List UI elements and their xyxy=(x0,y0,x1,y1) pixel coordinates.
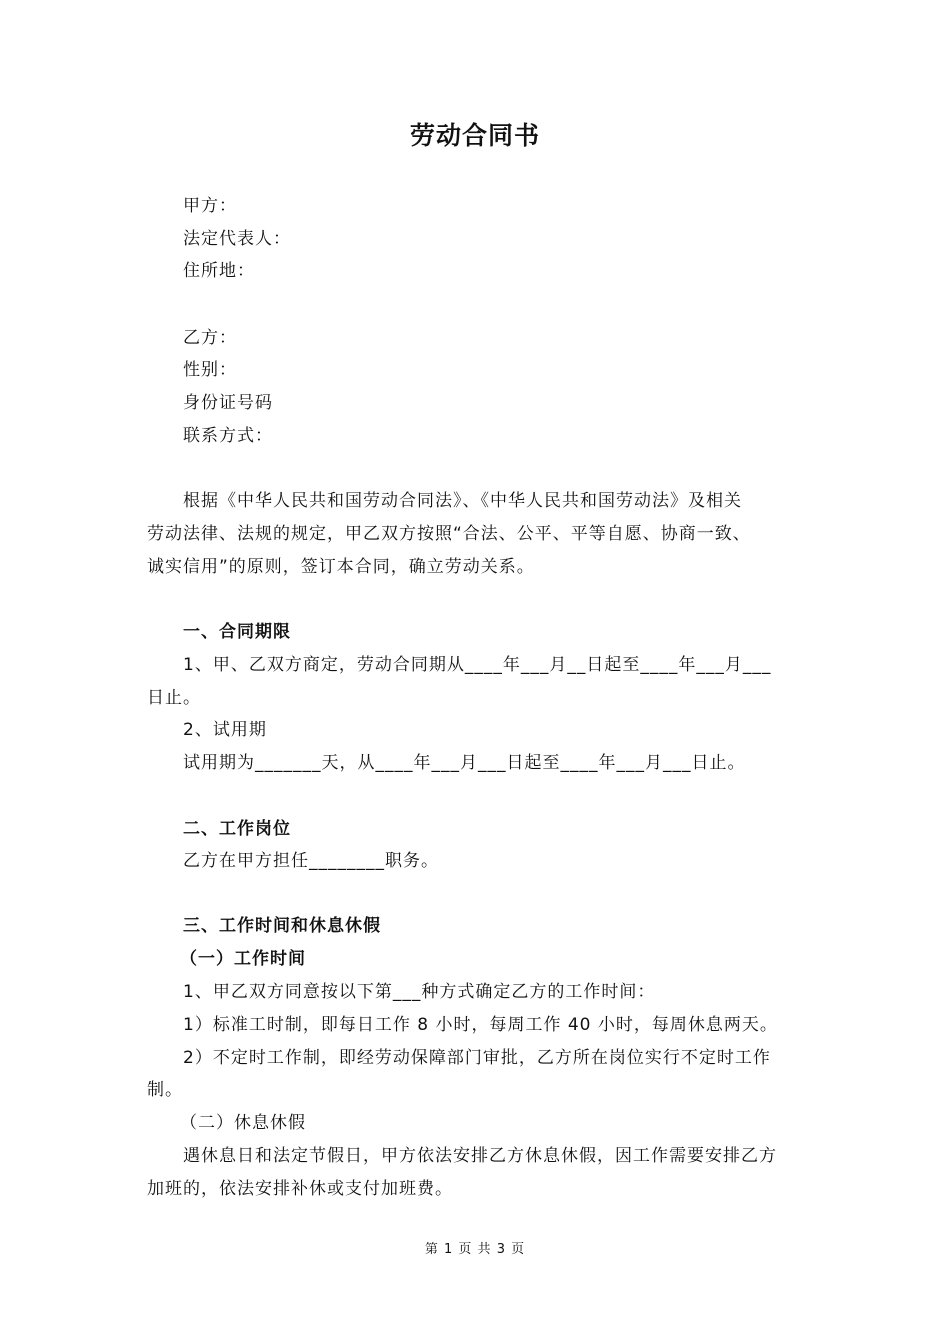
rest-leave-heading: （二）休息休假 xyxy=(180,1113,306,1133)
work-schedule-item-2: 1）标准工时制，即每日工作 8 小时，每周工作 40 小时，每周休息两天。 xyxy=(183,1015,778,1035)
position-text: 乙方在甲方担任________职务。 xyxy=(183,851,439,871)
id-number-label: 身份证号码 xyxy=(183,393,273,413)
page-footer: 第 1 页 共 3 页 xyxy=(424,1242,526,1257)
party-b-label: 乙方： xyxy=(183,328,237,348)
section-1-heading: 一、合同期限 xyxy=(183,622,291,642)
term-line-2: 日止。 xyxy=(147,688,201,708)
gender-label: 性别： xyxy=(183,360,237,380)
working-hours-heading: （一）工作时间 xyxy=(180,949,306,969)
contact-label: 联系方式： xyxy=(183,426,273,446)
address-label: 住所地： xyxy=(183,261,255,281)
preamble-line-2: 劳动法律、法规的规定，甲乙双方按照“合法、公平、平等自愿、协商一致、 xyxy=(147,524,751,544)
term-line-1: 1、甲、乙双方商定，劳动合同期从____年___月__日起至____年___月___ xyxy=(183,655,772,675)
party-a-label: 甲方： xyxy=(183,196,237,216)
work-schedule-item-1: 1、甲乙双方同意按以下第___种方式确定乙方的工作时间： xyxy=(183,982,656,1002)
section-2-heading: 二、工作岗位 xyxy=(183,819,291,839)
document-title: 劳动合同书 xyxy=(409,121,540,150)
probation-text: 试用期为_______天，从____年___月___日起至____年___月___日止。 xyxy=(183,753,746,773)
rest-leave-line-1: 遇休息日和法定节假日，甲方依法安排乙方休息休假，因工作需要安排乙方 xyxy=(183,1146,777,1166)
work-schedule-item-3-line-1: 2）不定时工作制，即经劳动保障部门审批，乙方所在岗位实行不定时工作 xyxy=(183,1048,771,1068)
legal-rep-label: 法定代表人： xyxy=(183,229,291,249)
work-schedule-item-3-line-2: 制。 xyxy=(147,1080,183,1100)
section-3-heading: 三、工作时间和休息休假 xyxy=(183,916,381,936)
preamble-line-3: 诚实信用”的原则，签订本合同，确立劳动关系。 xyxy=(147,557,535,577)
probation-heading: 2、试用期 xyxy=(183,720,267,740)
preamble-line-1: 根据《中华人民共和国劳动合同法》、《中华人民共和国劳动法》及相关 xyxy=(183,491,742,511)
rest-leave-line-2: 加班的，依法安排补休或支付加班费。 xyxy=(147,1179,453,1199)
